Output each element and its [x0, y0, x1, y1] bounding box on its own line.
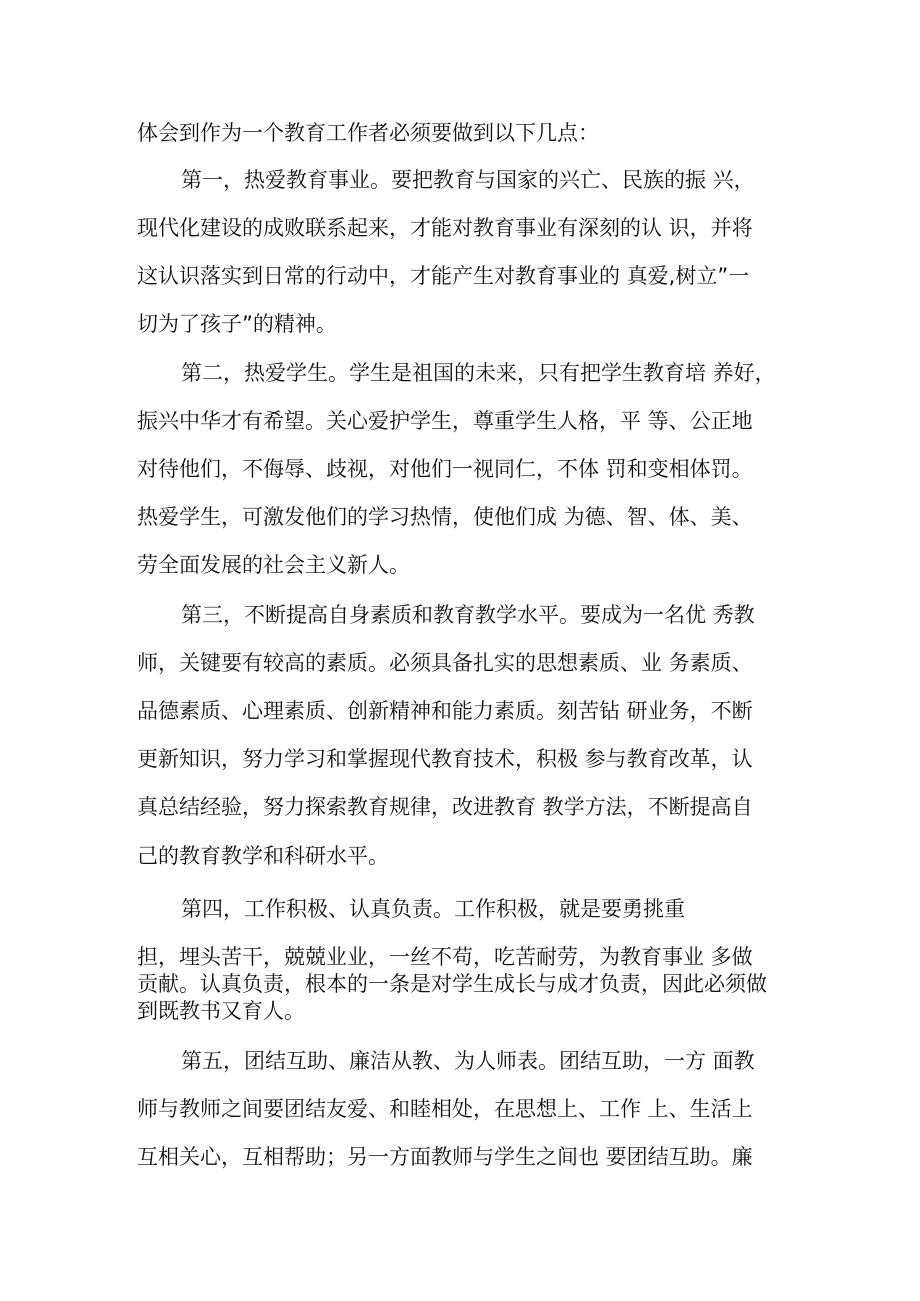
paragraph-5-line-2: 师与教师之间要团结友爱、和睦相处，在思想上、工作 上、生活上 — [137, 1097, 753, 1121]
paragraph-5-line-3: 互相关心，互相帮助；另一方面教师与学生之间也 要团结互助。廉 — [137, 1145, 753, 1169]
paragraph-4-line-3: 贡献。认真负责，根本的一条是对学生成长与成才负责，因此必须做 — [137, 972, 767, 996]
paragraph-5-line-1: 第五，团结互助、廉洁从教、为人师表。团结互助，一方 面教 — [181, 1049, 755, 1073]
paragraph-4-line-2: 担，埋头苦干，兢兢业业，一丝不苟，吃苦耐劳，为教育事业 多做 — [137, 945, 753, 969]
paragraph-2-line-2: 振兴中华才有希望。关心爱护学生，尊重学生人格，平 等、公正地 — [137, 409, 753, 433]
text-line: 体会到作为一个教育工作者必须要做到以下几点： — [137, 121, 599, 145]
paragraph-4-line-1: 第四，工作积极、认真负责。工作积极，就是要勇挑重 — [181, 897, 685, 921]
paragraph-3-line-1: 第三，不断提高自身素质和教育教学水平。要成为一名优 秀教 — [181, 603, 755, 627]
paragraph-1-line-4: 切为了孩子”的精神。 — [137, 312, 337, 336]
paragraph-2-line-5: 劳全面发展的社会主义新人。 — [137, 553, 410, 577]
paragraph-2-line-4: 热爱学生，可激发他们的学习热情，使他们成 为德、智、体、美、 — [137, 505, 753, 529]
paragraph-2-line-1: 第二，热爱学生。学生是祖国的未来，只有把学生教育培 养好， — [181, 361, 776, 385]
paragraph-2-line-3: 对待他们，不侮辱、歧视，对他们一视同仁，不体 罚和变相体罚。 — [137, 457, 753, 481]
paragraph-4-line-4: 到既教书又育人。 — [137, 999, 305, 1023]
paragraph-3-line-2: 师，关键要有较高的素质。必须具备扎实的思想素质、业 务素质、 — [137, 651, 753, 675]
paragraph-1-line-3: 这认识落实到日常的行动中，才能产生对教育事业的 真爱,树立”一 — [137, 264, 750, 288]
paragraph-1-line-1: 第一，热爱教育事业。要把教育与国家的兴亡、民族的振 兴， — [181, 168, 755, 192]
paragraph-3-line-4: 更新知识，努力学习和掌握现代教育技术，积极 参与教育改革，认 — [137, 747, 753, 771]
paragraph-3-line-3: 品德素质、心理素质、创新精神和能力素质。刻苦钻 研业务，不断 — [137, 699, 753, 723]
paragraph-3-line-5: 真总结经验，努力探索教育规律，改进教育 教学方法，不断提高自 — [137, 795, 753, 819]
paragraph-3-line-6: 己的教育教学和科研水平。 — [137, 844, 389, 868]
paragraph-1-line-2: 现代化建设的成败联系起来，才能对教育事业有深刻的认 识，并将 — [137, 216, 753, 240]
